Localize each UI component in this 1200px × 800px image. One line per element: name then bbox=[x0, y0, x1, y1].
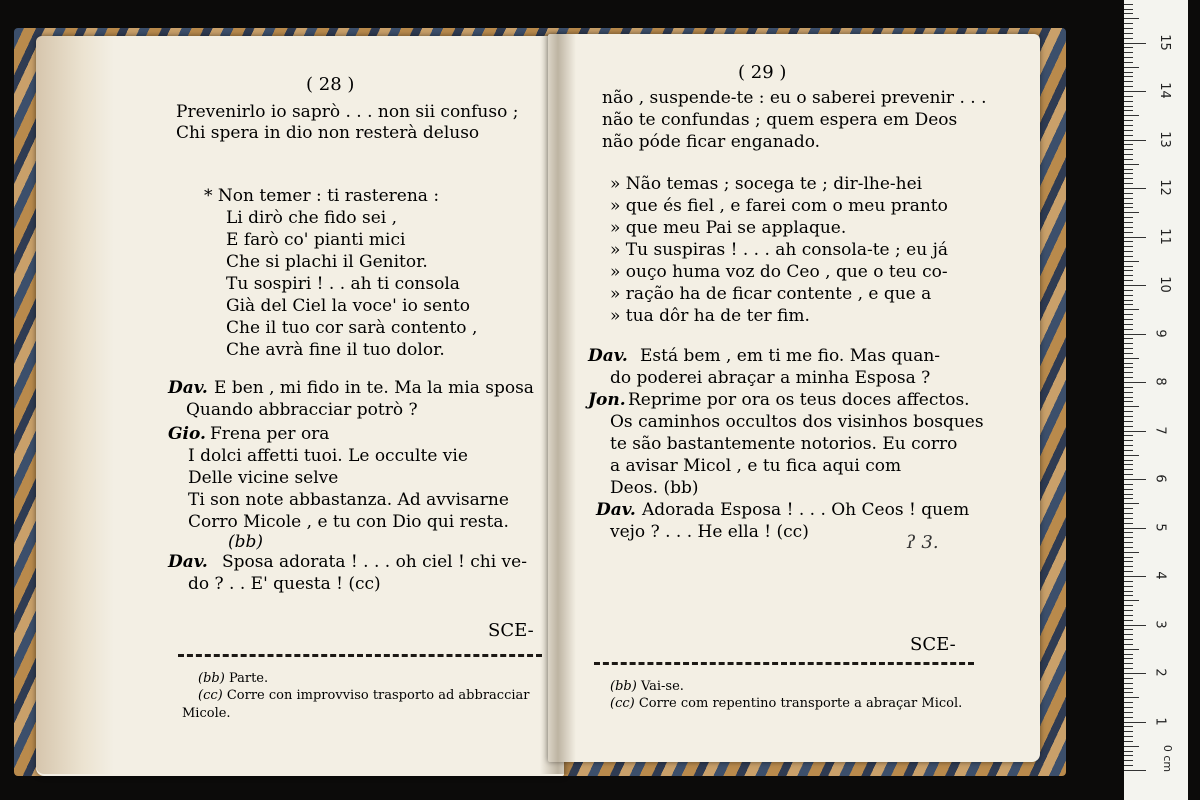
dialogue-line: Sposa adorata ! . . . oh ciel ! chi ve- bbox=[222, 552, 527, 572]
ruler-tick bbox=[1124, 620, 1133, 621]
ruler-tick bbox=[1124, 392, 1133, 393]
ruler-tick bbox=[1124, 266, 1133, 267]
ruler-tick bbox=[1124, 62, 1133, 63]
ruler-tick bbox=[1124, 125, 1133, 126]
ruler-tick bbox=[1124, 183, 1133, 184]
ruler-tick bbox=[1124, 692, 1133, 693]
ruler-tick bbox=[1124, 469, 1133, 470]
dialogue-line: a avisar Micol , e tu fica aqui com bbox=[610, 456, 902, 476]
ruler-tick bbox=[1124, 508, 1133, 509]
ruler-number: 1 bbox=[1152, 716, 1168, 726]
footnote bbox=[198, 670, 268, 687]
ruler-tick bbox=[1124, 382, 1146, 383]
catchword: SCE- bbox=[488, 620, 534, 641]
footnote bbox=[610, 695, 962, 712]
footnote-text: Corre com repentino transporte a abraçar Micol. bbox=[638, 696, 963, 711]
ruler-tick bbox=[1124, 397, 1133, 398]
left-aria-line: * Non temer : ti rasterena : bbox=[204, 186, 440, 206]
footnote-mark: (cc) bbox=[198, 688, 223, 703]
footnote-text: Corre con improvviso trasporto ad abbracciar bbox=[226, 688, 530, 703]
ruler-tick bbox=[1124, 101, 1133, 102]
ruler-tick bbox=[1124, 751, 1133, 752]
ruler-tick bbox=[1124, 285, 1146, 286]
ruler-tick bbox=[1124, 43, 1146, 44]
ruler-tick bbox=[1124, 9, 1133, 10]
ruler-tick bbox=[1124, 649, 1139, 650]
ruler-tick bbox=[1124, 426, 1133, 427]
ruler-tick bbox=[1124, 363, 1133, 364]
ruler-tick bbox=[1124, 503, 1139, 504]
ruler-number: 8 bbox=[1152, 377, 1168, 386]
ruler-tick bbox=[1124, 513, 1133, 514]
right-aria-line: » ouço huma voz do Ceo , que o teu co- bbox=[610, 262, 948, 282]
measurement-ruler bbox=[1124, 0, 1188, 800]
ruler-tick bbox=[1124, 270, 1133, 271]
ruler-tick bbox=[1124, 222, 1133, 223]
footnote-text: Vai-se. bbox=[640, 679, 684, 694]
ruler-tick bbox=[1124, 406, 1139, 407]
ruler-tick bbox=[1124, 707, 1133, 708]
ruler-tick bbox=[1124, 115, 1139, 116]
ruler-tick bbox=[1124, 13, 1133, 14]
ruler-tick bbox=[1124, 464, 1133, 465]
ruler-tick bbox=[1124, 760, 1133, 761]
ruler-tick bbox=[1124, 722, 1146, 723]
ruler-tick bbox=[1124, 304, 1133, 305]
dialogue-line: Corro Micole , e tu con Dio qui resta. bbox=[188, 512, 509, 532]
dialogue-line: Quando abbracciar potrò ? bbox=[186, 400, 418, 420]
ruler-tick bbox=[1124, 81, 1133, 82]
ruler-number: 15 bbox=[1156, 33, 1172, 51]
ruler-tick bbox=[1124, 144, 1133, 145]
ruler-tick bbox=[1124, 610, 1133, 611]
right-aria-line: » ração ha de ficar contente , e que a bbox=[610, 284, 932, 304]
ruler-tick bbox=[1124, 658, 1133, 659]
footnote bbox=[198, 687, 529, 704]
dialogue-line: Os caminhos occultos dos visinhos bosques bbox=[610, 412, 984, 432]
right-intro-line: não , suspende-te : eu o saberei prevenir . . . bbox=[602, 88, 987, 108]
ruler-tick bbox=[1124, 634, 1133, 635]
ruler-tick bbox=[1124, 537, 1133, 538]
ruler-tick bbox=[1124, 697, 1139, 698]
ruler-tick bbox=[1124, 76, 1133, 77]
ruler-tick bbox=[1124, 290, 1133, 291]
ruler-tick bbox=[1124, 314, 1133, 315]
ruler-tick bbox=[1124, 110, 1133, 111]
ruler-tick bbox=[1124, 702, 1133, 703]
ruler-number: 5 bbox=[1152, 522, 1168, 532]
left-intro-line: Prevenirlo io saprò . . . non sii confuso ; bbox=[176, 102, 519, 122]
ruler-number: 3 bbox=[1152, 619, 1168, 629]
ruler-tick bbox=[1124, 96, 1133, 97]
ruler-tick bbox=[1124, 731, 1133, 732]
dialogue-line: Frena per ora bbox=[210, 424, 330, 444]
ruler-tick bbox=[1124, 343, 1133, 344]
ruler-tick bbox=[1124, 300, 1133, 301]
ruler-tick bbox=[1124, 489, 1133, 490]
pencil-mark: ʔ 3. bbox=[906, 532, 939, 553]
page-number-28: ( 28 ) bbox=[306, 74, 355, 95]
ruler-tick bbox=[1124, 450, 1133, 451]
footnote bbox=[610, 678, 684, 695]
ruler-tick bbox=[1124, 140, 1146, 141]
ruler-tick bbox=[1124, 367, 1133, 368]
ruler-tick bbox=[1124, 654, 1133, 655]
ruler-tick bbox=[1124, 38, 1133, 39]
speaker-label: Gio. bbox=[168, 424, 206, 444]
dialogue-line: do ? . . E' questa ! (cc) bbox=[188, 574, 381, 594]
ruler-tick bbox=[1124, 193, 1133, 194]
ruler-tick bbox=[1124, 232, 1133, 233]
ruler-tick bbox=[1124, 435, 1133, 436]
ruler-tick bbox=[1124, 586, 1133, 587]
ruler-tick bbox=[1124, 673, 1146, 674]
left-aria-line: Che si plachi il Genitor. bbox=[226, 252, 428, 272]
left-aria-line: E farò co' pianti mici bbox=[226, 230, 406, 250]
dialogue-line: E ben , mi fido in te. Ma la mia sposa bbox=[214, 378, 534, 398]
ruler-tick bbox=[1124, 474, 1133, 475]
ruler-tick bbox=[1124, 644, 1133, 645]
ruler-tick bbox=[1124, 377, 1133, 378]
ruler-tick bbox=[1124, 547, 1133, 548]
ruler-tick bbox=[1124, 528, 1146, 529]
left-aria-line: Che il tuo cor sarà contento , bbox=[226, 318, 478, 338]
ruler-tick bbox=[1124, 421, 1133, 422]
ruler-tick bbox=[1124, 338, 1133, 339]
ruler-number: 12 bbox=[1156, 179, 1172, 196]
ruler-tick bbox=[1124, 595, 1133, 596]
ruler-tick bbox=[1124, 741, 1133, 742]
ruler-tick bbox=[1124, 532, 1133, 533]
ruler-tick bbox=[1124, 188, 1146, 189]
ruler-tick bbox=[1124, 57, 1133, 58]
ruler-tick bbox=[1124, 203, 1133, 204]
ruler-number: 10 bbox=[1156, 276, 1172, 293]
ruler-tick bbox=[1124, 557, 1133, 558]
ruler-tick bbox=[1124, 130, 1133, 131]
right-aria-line: » tua dôr ha de ter fim. bbox=[610, 306, 810, 326]
ruler-tick bbox=[1124, 72, 1133, 73]
ruler-tick bbox=[1124, 149, 1133, 150]
ruler-tick bbox=[1124, 629, 1133, 630]
ruler-tick bbox=[1124, 241, 1133, 242]
ruler-tick bbox=[1124, 319, 1133, 320]
ruler-tick bbox=[1124, 372, 1133, 373]
ruler-tick bbox=[1124, 178, 1133, 179]
ruler-tick bbox=[1124, 445, 1133, 446]
ruler-tick bbox=[1124, 261, 1139, 262]
ruler-tick bbox=[1124, 67, 1139, 68]
ruler-tick bbox=[1124, 460, 1133, 461]
speaker-label: Dav. bbox=[168, 378, 208, 398]
footnote-rule bbox=[594, 662, 974, 665]
ruler-tick bbox=[1124, 106, 1133, 107]
ruler-tick bbox=[1124, 581, 1133, 582]
page-edge-stain bbox=[36, 36, 114, 774]
ruler-tick bbox=[1124, 28, 1133, 29]
ruler-tick bbox=[1124, 246, 1133, 247]
ruler-number: 9 bbox=[1152, 328, 1168, 338]
ruler-tick bbox=[1124, 455, 1139, 456]
ruler-tick bbox=[1124, 295, 1133, 296]
footnote-text: Parte. bbox=[228, 671, 269, 686]
ruler-tick bbox=[1124, 726, 1133, 727]
ruler-tick bbox=[1124, 712, 1133, 713]
ruler-tick bbox=[1124, 212, 1139, 213]
ruler-tick bbox=[1124, 440, 1133, 441]
ruler-tick bbox=[1124, 120, 1133, 121]
ruler-tick bbox=[1124, 33, 1133, 34]
left-aria-line: Che avrà fine il tuo dolor. bbox=[226, 340, 445, 360]
ruler-tick bbox=[1124, 135, 1133, 136]
ruler-tick bbox=[1124, 736, 1133, 737]
left-aria-line: Li dirò che fido sei , bbox=[226, 208, 398, 228]
ruler-tick bbox=[1124, 576, 1146, 577]
ruler-tick bbox=[1124, 688, 1133, 689]
ruler-tick bbox=[1124, 625, 1146, 626]
ruler-tick bbox=[1124, 237, 1146, 238]
left-aria-line: Tu sospiri ! . . ah ti consola bbox=[226, 274, 460, 294]
dialogue-line: te são bastantemente notorios. Eu corro bbox=[610, 434, 958, 454]
left-intro-line: Chi spera in dio non resterà deluso bbox=[176, 123, 480, 143]
ruler-tick bbox=[1124, 275, 1133, 276]
ruler-number: 11 bbox=[1156, 227, 1172, 245]
dialogue-line: Adorada Esposa ! . . . Oh Ceos ! quem bbox=[642, 500, 970, 520]
ruler-tick bbox=[1124, 52, 1133, 53]
ruler-number: 14 bbox=[1156, 82, 1172, 99]
ruler-number: 4 bbox=[1152, 571, 1168, 580]
ruler-tick bbox=[1124, 416, 1133, 417]
ruler-number: 6 bbox=[1152, 474, 1168, 483]
ruler-unit-label: 0 cm bbox=[1161, 744, 1175, 773]
ruler-tick bbox=[1124, 358, 1139, 359]
ruler-tick bbox=[1124, 717, 1133, 718]
ruler-tick bbox=[1124, 746, 1139, 747]
ruler-tick bbox=[1124, 479, 1146, 480]
ruler-tick bbox=[1124, 217, 1133, 218]
ruler-tick bbox=[1124, 280, 1133, 281]
left-aria-line: Già del Ciel la voce' io sento bbox=[226, 296, 471, 316]
ruler-tick bbox=[1124, 605, 1133, 606]
speaker-label: Dav. bbox=[168, 552, 208, 572]
ruler-tick bbox=[1124, 329, 1133, 330]
ruler-tick bbox=[1124, 639, 1133, 640]
ruler-tick bbox=[1124, 518, 1133, 519]
ruler-tick bbox=[1124, 770, 1146, 771]
ruler-tick bbox=[1124, 207, 1133, 208]
right-intro-line: não te confundas ; quem espera em Deos bbox=[602, 110, 958, 130]
dialogue-line: I dolci affetti tuoi. Le occulte vie bbox=[188, 446, 468, 466]
ruler-tick bbox=[1124, 23, 1133, 24]
ruler-tick bbox=[1124, 765, 1133, 766]
ruler-tick bbox=[1124, 91, 1146, 92]
footnote-mark: (cc) bbox=[610, 696, 635, 711]
ruler-tick bbox=[1124, 411, 1133, 412]
ruler-tick bbox=[1124, 353, 1133, 354]
ruler-tick bbox=[1124, 309, 1139, 310]
speaker-label: Jon. bbox=[588, 390, 626, 410]
ruler-number: 2 bbox=[1152, 668, 1168, 677]
ruler-tick bbox=[1124, 47, 1133, 48]
ruler-tick bbox=[1124, 523, 1133, 524]
right-intro-line: não póde ficar enganado. bbox=[602, 132, 821, 152]
book-gutter bbox=[540, 34, 576, 774]
dialogue-line: Ti son note abbastanza. Ad avvisarne bbox=[188, 490, 509, 510]
ruler-tick bbox=[1124, 571, 1133, 572]
dialogue-line: Deos. (bb) bbox=[610, 478, 699, 498]
ruler-tick bbox=[1124, 164, 1139, 165]
ruler-tick bbox=[1124, 561, 1133, 562]
speaker-label: Dav. bbox=[588, 346, 628, 366]
ruler-tick bbox=[1124, 159, 1133, 160]
ruler-tick bbox=[1124, 324, 1133, 325]
ruler-tick bbox=[1124, 169, 1133, 170]
ruler-tick bbox=[1124, 173, 1133, 174]
footnote-mark: (bb) bbox=[228, 532, 264, 552]
ruler-tick bbox=[1124, 484, 1133, 485]
footnote-rule bbox=[178, 654, 542, 657]
ruler-tick bbox=[1124, 566, 1133, 567]
ruler-tick bbox=[1124, 668, 1133, 669]
speaker-label: Dav. bbox=[596, 500, 636, 520]
ruler-tick bbox=[1124, 591, 1133, 592]
ruler-tick bbox=[1124, 348, 1133, 349]
ruler-tick bbox=[1124, 387, 1133, 388]
footnote-mark: (bb) bbox=[198, 671, 225, 686]
ruler-tick bbox=[1124, 251, 1133, 252]
catchword: SCE- bbox=[910, 634, 956, 655]
right-aria-line: » que meu Pai se applaque. bbox=[610, 218, 847, 238]
ruler-tick bbox=[1124, 198, 1133, 199]
ruler-tick bbox=[1124, 227, 1133, 228]
ruler-tick bbox=[1124, 334, 1146, 335]
ruler-tick bbox=[1124, 678, 1133, 679]
ruler-tick bbox=[1124, 615, 1133, 616]
ruler-tick bbox=[1124, 755, 1133, 756]
dialogue-line: vejo ? . . . He ella ! (cc) bbox=[610, 522, 809, 542]
ruler-tick bbox=[1124, 600, 1139, 601]
dialogue-line: do poderei abraçar a minha Esposa ? bbox=[610, 368, 931, 388]
ruler-tick bbox=[1124, 498, 1133, 499]
dialogue-line: Delle vicine selve bbox=[188, 468, 339, 488]
ruler-number: 13 bbox=[1156, 130, 1172, 148]
ruler-tick bbox=[1124, 401, 1133, 402]
page-number-29: ( 29 ) bbox=[738, 62, 787, 83]
footnote-text: Micole. bbox=[182, 706, 231, 721]
ruler-tick bbox=[1124, 256, 1133, 257]
right-aria-line: » Tu suspiras ! . . . ah consola-te ; eu já bbox=[610, 240, 948, 260]
ruler-tick bbox=[1124, 4, 1133, 5]
ruler-tick bbox=[1124, 431, 1146, 432]
footnote-mark: (bb) bbox=[610, 679, 637, 694]
dialogue-line: Está bem , em ti me fio. Mas quan- bbox=[640, 346, 941, 366]
right-aria-line: » que és fiel , e farei com o meu pranto bbox=[610, 196, 948, 216]
ruler-tick bbox=[1124, 663, 1133, 664]
ruler-tick bbox=[1124, 542, 1133, 543]
ruler-tick bbox=[1124, 494, 1133, 495]
ruler-tick bbox=[1124, 683, 1133, 684]
right-aria-line: » Não temas ; socega te ; dir-lhe-hei bbox=[610, 174, 923, 194]
ruler-tick bbox=[1124, 154, 1133, 155]
ruler-number: 7 bbox=[1152, 425, 1168, 435]
dialogue-line: Reprime por ora os teus doces affectos. bbox=[628, 390, 970, 410]
ruler-tick bbox=[1124, 552, 1139, 553]
ruler-tick bbox=[1124, 86, 1133, 87]
ruler-tick bbox=[1124, 18, 1139, 19]
